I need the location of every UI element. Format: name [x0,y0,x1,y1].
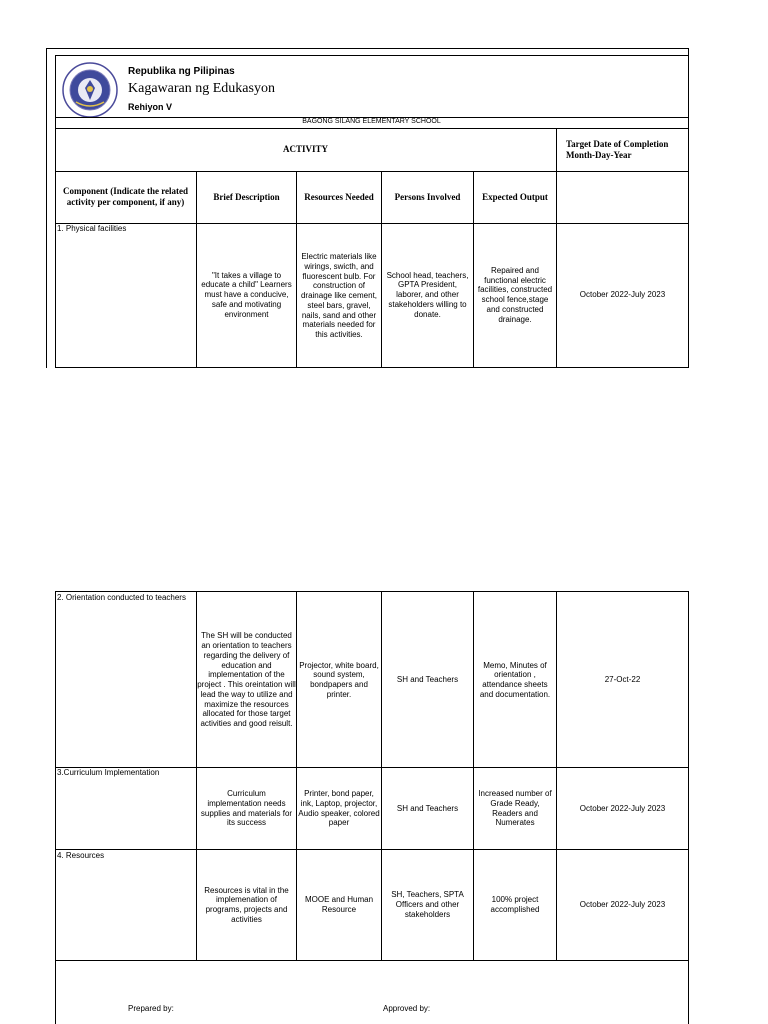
row2-output: Memo, Minutes of orientation , attendance sheets and documentation. [479,660,551,699]
row1-persons: School head, teachers, GPTA President, laborer, and other stakeholders willing to donate. [386,270,469,319]
frame-left-line [46,48,47,368]
row4-description: Resources is vital in the implemenation of programs, projects and activities [204,885,289,924]
row2-persons: SH and Teachers [396,675,459,685]
row1-date: October 2022-July 2023 [579,290,666,300]
row3-component: 3.Curriculum Implementation [57,768,160,777]
row1-resources: Electric materials like wirings, swicth, and fluorescent bulb. For construction of drainage like cement, steel bars, gravel, nails, sand and other materials needed for this activities. [300,252,378,340]
row3-resources: Printer, bond paper, ink, Laptop, projector, Audio speaker, colored paper [298,789,380,828]
row2-top-line [55,591,688,592]
row3-date: October 2022-July 2023 [579,803,666,813]
p2-col5-line [473,591,474,960]
frame-right-line [688,48,689,368]
row2-description: The SH will be conducted an orientation to teachers regarding the delivery of education and implementation of the project . This oreintation will lead the way to utilize and maximize the resources allocated for those target activities and good reisult. [197,631,296,728]
deped-seal-logo [62,62,118,118]
column-header-description: Brief Description [213,191,280,202]
column-header-component: Component (Indicate the related activity per component, if any) [62,186,189,207]
activity-header: ACTIVITY [282,144,328,155]
row3-persons: SH and Teachers [396,803,459,813]
row2-resources: Projector, white board, sound system, bondpapers and printer. [299,660,379,699]
approved-by-label: Approved by: [383,1004,431,1013]
row4-bottom-line [55,960,688,961]
target-date-header: Target Date of Completion Month-Day-Year [566,139,669,160]
region-text: Rehiyon V [128,102,173,112]
republic-text: Republika ng Pilipinas [128,66,235,77]
department-title: Kagawaran ng Edukasyon [128,81,275,96]
school-name: BAGONG SILANG ELEMENTARY SCHOOL [302,118,441,126]
row2-component: 2. Orientation conducted to teachers [57,593,186,602]
frame-top-line [46,48,689,49]
row4-persons: SH, Teachers, SPTA Officers and other stakeholders [391,890,464,919]
row3-output: Increased number of Grade Ready, Readers and Numerates [478,789,552,828]
header-top-line [55,55,688,56]
row2-date: 27-Oct-22 [604,675,641,685]
row4-output: 100% project accomplished [490,895,540,914]
row4-component: 4. Resources [57,851,105,860]
p2-table-right-line [688,591,689,1024]
row1-output: Repaired and functional electric facilities, constructed school fence,stage and constructed drainage. [477,265,553,324]
column-header-persons: Persons Involved [394,191,461,202]
row4-date: October 2022-July 2023 [579,900,666,910]
prepared-by-label: Prepared by: [128,1004,174,1013]
column-header-resources: Resources Needed [304,191,374,202]
row1-description: "It takes a village to educate a child" Learners must have a conducive, safe and motivating environment [201,270,292,319]
row3-description: Curriculum implementation needs supplies and materials for its success [200,789,293,828]
row1-bottom-line [55,367,688,368]
row4-resources: MOOE and Human Resource [304,895,374,914]
table-left-line [55,55,56,368]
row1-component: 1. Physical facilities [57,224,127,233]
column-header-output: Expected Output [482,191,548,202]
